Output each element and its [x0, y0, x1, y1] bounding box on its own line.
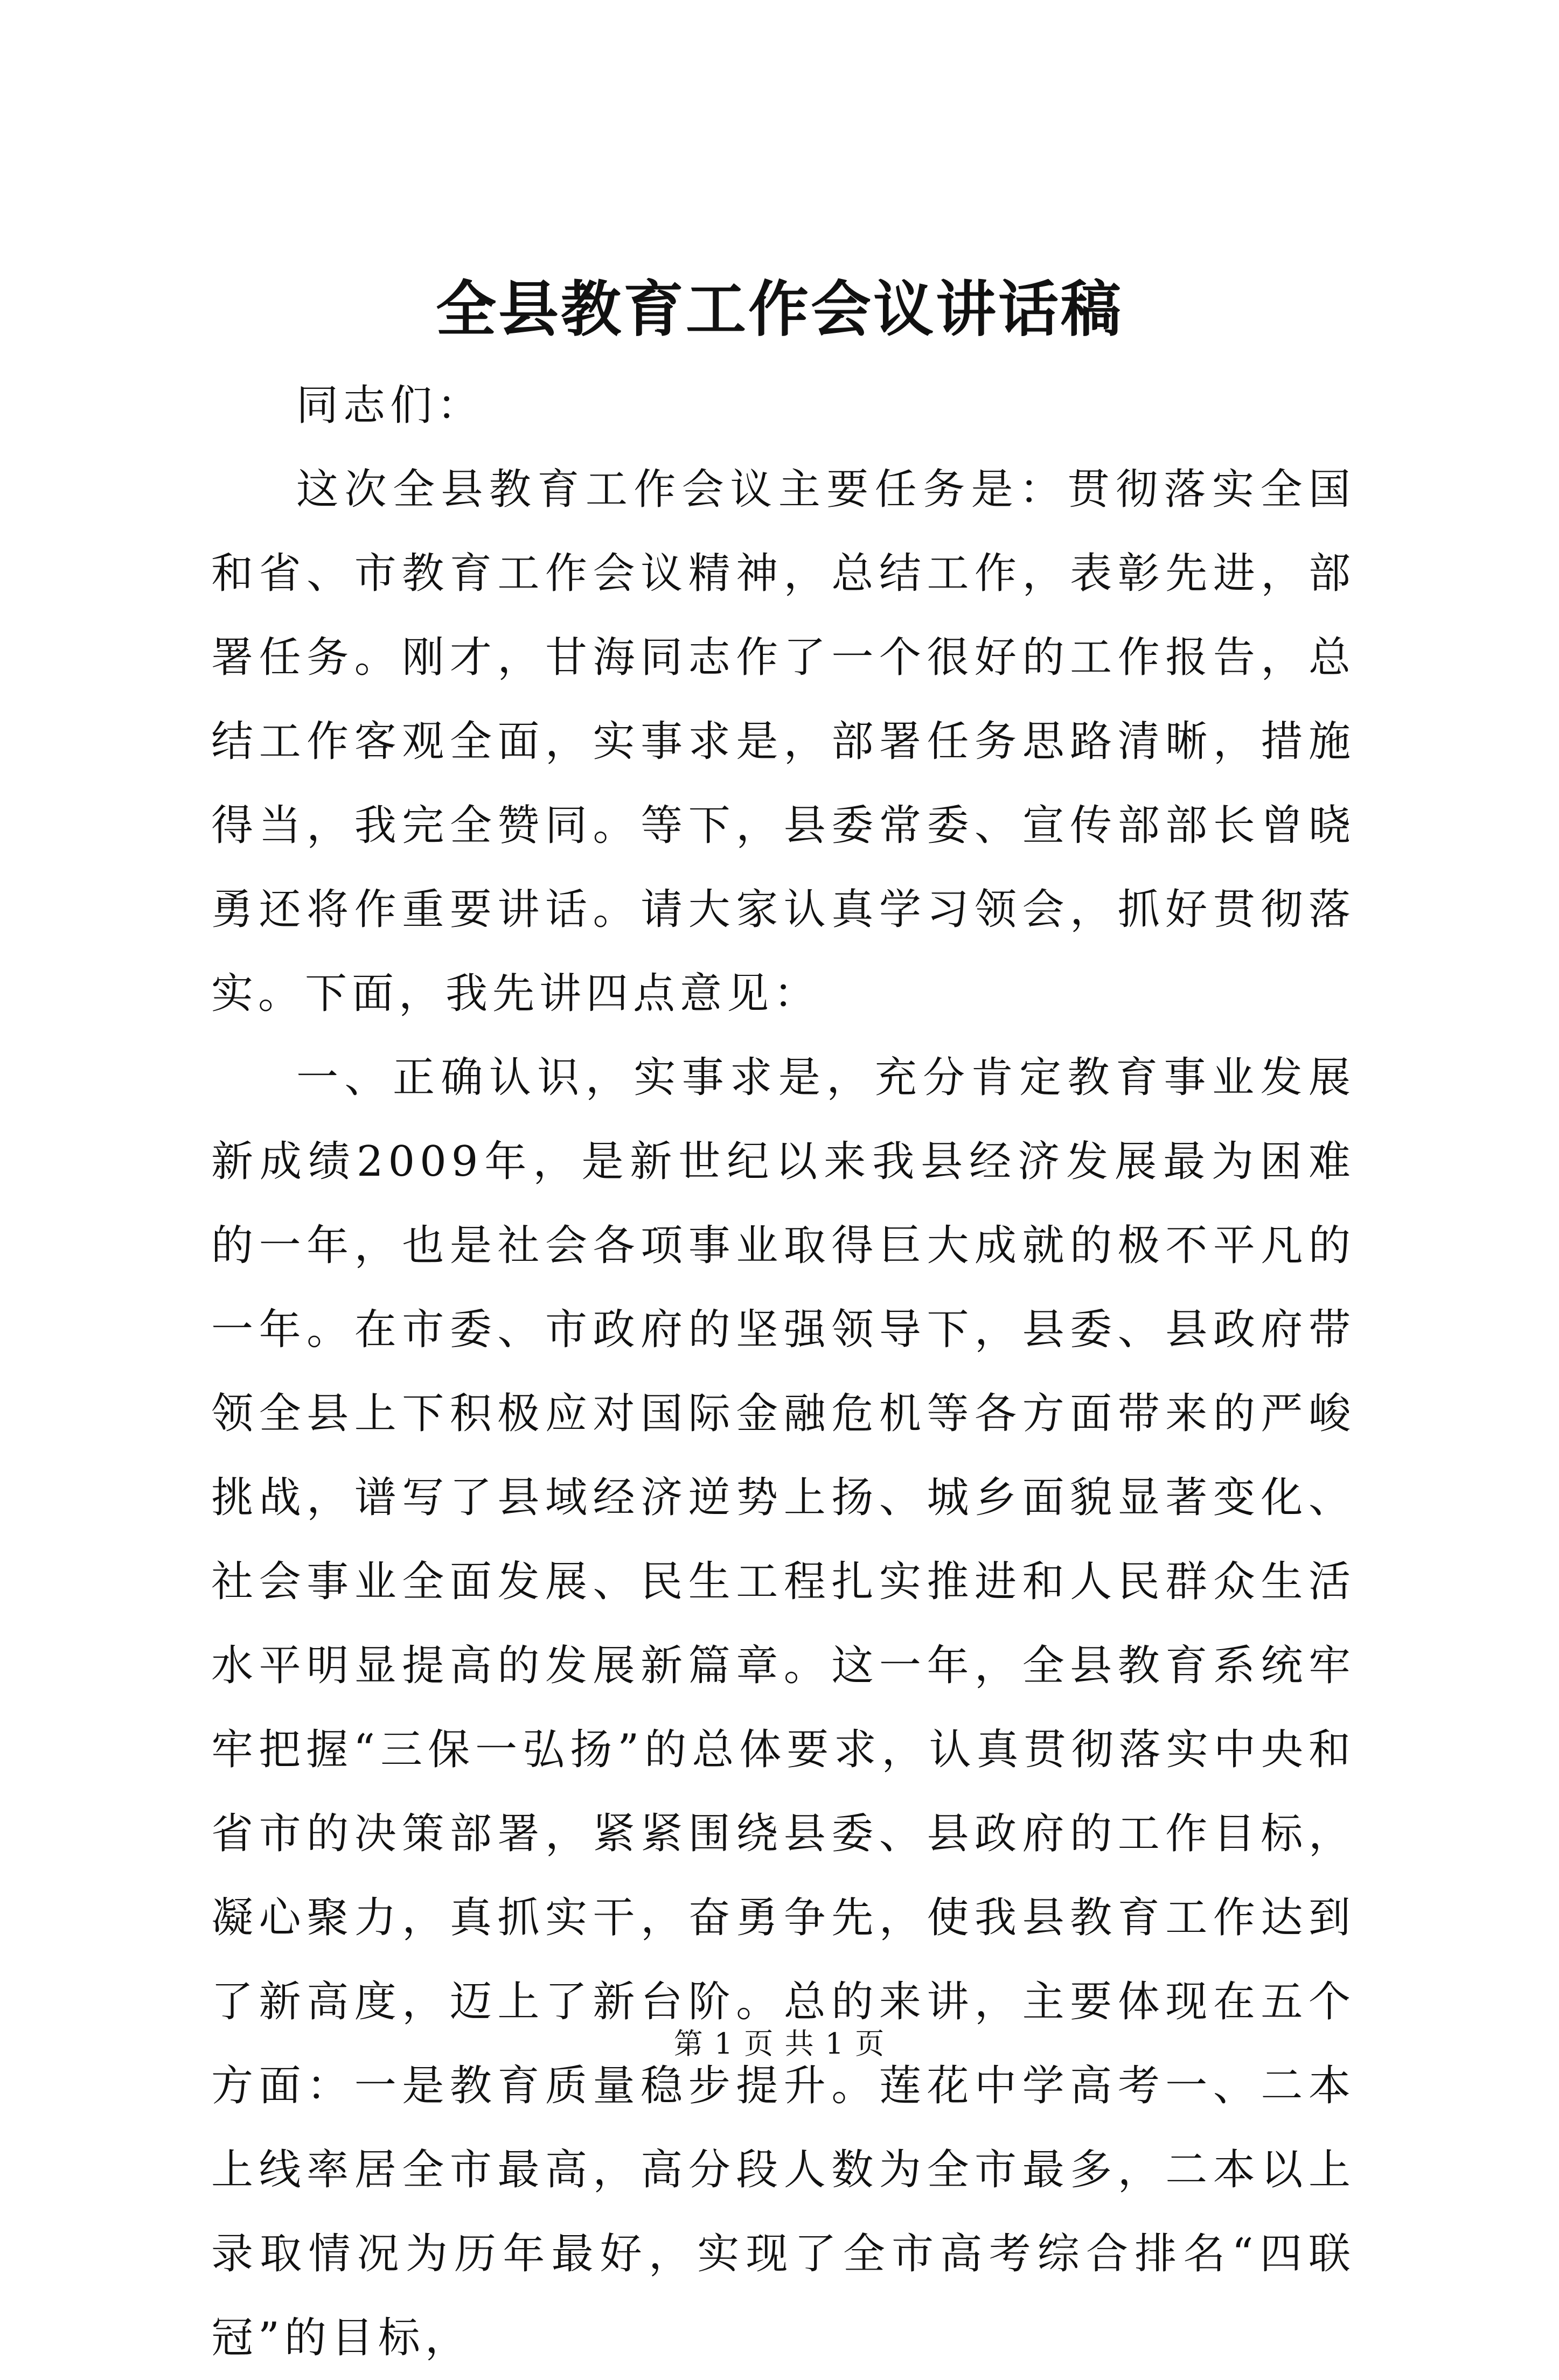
salutation-paragraph: 同志们：: [296, 381, 484, 430]
section-one-paragraph: 一、正确认识，实事求是，充分肯定教育事业发展新成绩2009年，是新世纪以来我县经济发展最为困难的一年，也是社会各项事业取得巨大成就的极不平凡的一年。在市委、市政府的坚强领导下，县委、县政府带领全县上下积极应对国际金融危机等各方面带来的严峻挑战，谱写了县域经济逆势上扬、城乡面貌显著变化、社会事业全面发展、民生工程扎实推进和人民群众生活水平明显提高的发展新篇章。这一年，全县教育系统牢牢把握“三保一弘扬”的总体要求，认真贯彻落实中央和省市的决策部署，紧紧围绕县委、县政府的工作目标，凝心聚力，真抓实干，奋勇争先，使我县教育工作达到了新高度，迈上了新台阶。总的来讲，主要体现在五个方面：一是教育质量稳步提升。莲花中学高考一、二本上线率居全市最高，高分段人数为全市最多，二本以上录取情况为历年最好，实现了全市高考综合排名“四联冠”的目标，: [211, 1053, 1355, 2362]
page-number-footer: 第 1 页 共 1 页: [673, 2027, 886, 2061]
document-body: [211, 364, 1355, 2380]
document-title: 全县教育工作会议讲话稿: [436, 274, 1123, 345]
intro-paragraph: 这次全县教育工作会议主要任务是：贯彻落实全国和省、市教育工作会议精神，总结工作，表彰先进，部署任务。刚才，甘海同志作了一个很好的工作报告，总结工作客观全面，实事求是，部署任务思路清晰，措施得当，我完全赞同。等下，县委常委、宣传部部长曾晓勇还将作重要讲话。请大家认真学习领会，抓好贯彻落实。下面，我先讲四点意见：: [211, 465, 1355, 1018]
